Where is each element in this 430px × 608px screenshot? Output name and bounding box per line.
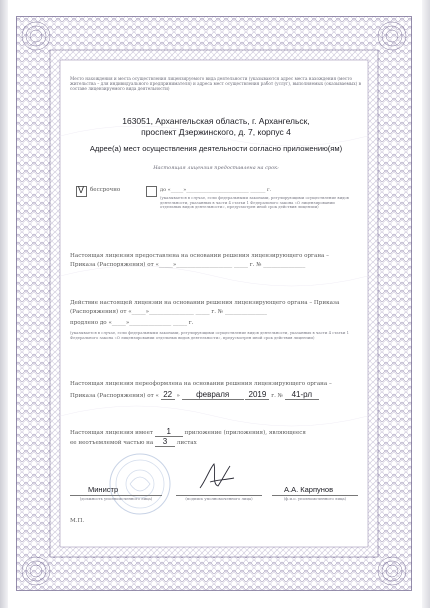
appendix-count: 1 bbox=[155, 427, 183, 437]
extension-text-1: Действие настоящей лицензии на основании решения лицензирующего органа – Приказа bbox=[70, 300, 340, 306]
appendix-text-4: листах bbox=[176, 440, 197, 446]
until-line: до «_____»_________________________ ______ г. bbox=[160, 187, 272, 193]
basis-order: Приказа (Распоряжения) от «_____»____________________ _____ г. № _______________ bbox=[70, 262, 306, 268]
reissue-number: 41-рл bbox=[285, 390, 319, 400]
reissue-text: Настоящая лицензия переоформлена на основании решения лицензирующего органа – bbox=[70, 381, 332, 387]
scan-left-edge bbox=[0, 0, 8, 608]
reissue-prefix: Приказа (Распоряжения) от « bbox=[70, 393, 159, 399]
appendix-line-1 bbox=[70, 427, 362, 437]
stamp-place: М.П. bbox=[70, 518, 85, 524]
appendix-text-2: приложение (приложения), являющееся bbox=[184, 430, 306, 436]
handwritten-signature bbox=[196, 458, 238, 496]
address-line-2: проспект Дзержинского, д. 7, корпус 4 bbox=[141, 127, 291, 137]
reissue-day: 22 bbox=[161, 390, 175, 400]
scan-right-edge bbox=[422, 0, 430, 608]
term-label: Настоящая лицензия предоставлена на срок: bbox=[153, 165, 279, 171]
appendix-text-1: Настоящая лицензия имеет bbox=[70, 430, 153, 436]
appendix-sheets: 3 bbox=[155, 437, 175, 447]
signatory-position: Министр bbox=[88, 485, 119, 494]
header-note: Место нахождения и места осуществления лицензируемого вида деятельности (указываются адрес места нахождения (место жительства – для индивидуального предпринимателя) и адреса мест осуществления работ (услуг), выполняемых (оказываемых) в составе лицензируемого вида деятельности) bbox=[70, 76, 361, 91]
perpetual-checkbox bbox=[76, 186, 87, 197]
reissue-year: 2019 bbox=[245, 390, 269, 400]
signature-caption: (подпись уполномоченного лица) bbox=[185, 496, 253, 501]
basis-text: Настоящая лицензия предоставлена на основании решения лицензирующего органа – bbox=[70, 253, 329, 259]
extension-text-3: продлено до «_____»_______________ _____ г. bbox=[70, 320, 194, 326]
address-line-3: Адрее(а) мест осуществления деятельности согласно приложению(ям) bbox=[89, 144, 343, 153]
signatory-name: А.А. Карпунов bbox=[284, 485, 334, 494]
reissue-month: февраля bbox=[182, 390, 244, 400]
name-caption: (ф.и.о. уполномоченного лица) bbox=[283, 496, 347, 501]
check-mark-icon: V bbox=[78, 185, 85, 195]
term-note: (указывается в случае, если федеральными законами, регулирующими осуществление видов деятельности, указанных в части 4 статьи 1 Федерального закона «О лицензировании отдельных видов деятельности», предусмотрен иной срок действия лицензии) bbox=[160, 195, 349, 210]
reissue-mid-2: г. № bbox=[271, 393, 283, 399]
appendix-text-3: ее неотъемлемой частью на bbox=[70, 440, 154, 446]
extension-note: (указывается в случае, если федеральными законами, регулирующими осуществление видов деятельности, указанных в части 4 статьи 1 Федерального закона «О лицензировании отдельных видов деятельности», предусмотрен иной срок действия лицензии) bbox=[70, 330, 350, 340]
position-caption: (должность уполномоченного лица) bbox=[79, 496, 153, 501]
official-seal bbox=[108, 452, 172, 516]
appendix-line-2 bbox=[70, 437, 362, 447]
reissue-order-line bbox=[70, 390, 362, 400]
perpetual-label: бессрочно bbox=[90, 187, 121, 193]
until-checkbox bbox=[146, 186, 157, 197]
address-line-1: 163051, Архангельская область, г. Архангельск, bbox=[122, 116, 310, 126]
reissue-mid-1: » bbox=[176, 393, 180, 399]
extension-text-2: (Распоряжения) от «_____»________________ _____ г. № _______________ bbox=[70, 309, 267, 315]
address-block bbox=[70, 116, 362, 154]
